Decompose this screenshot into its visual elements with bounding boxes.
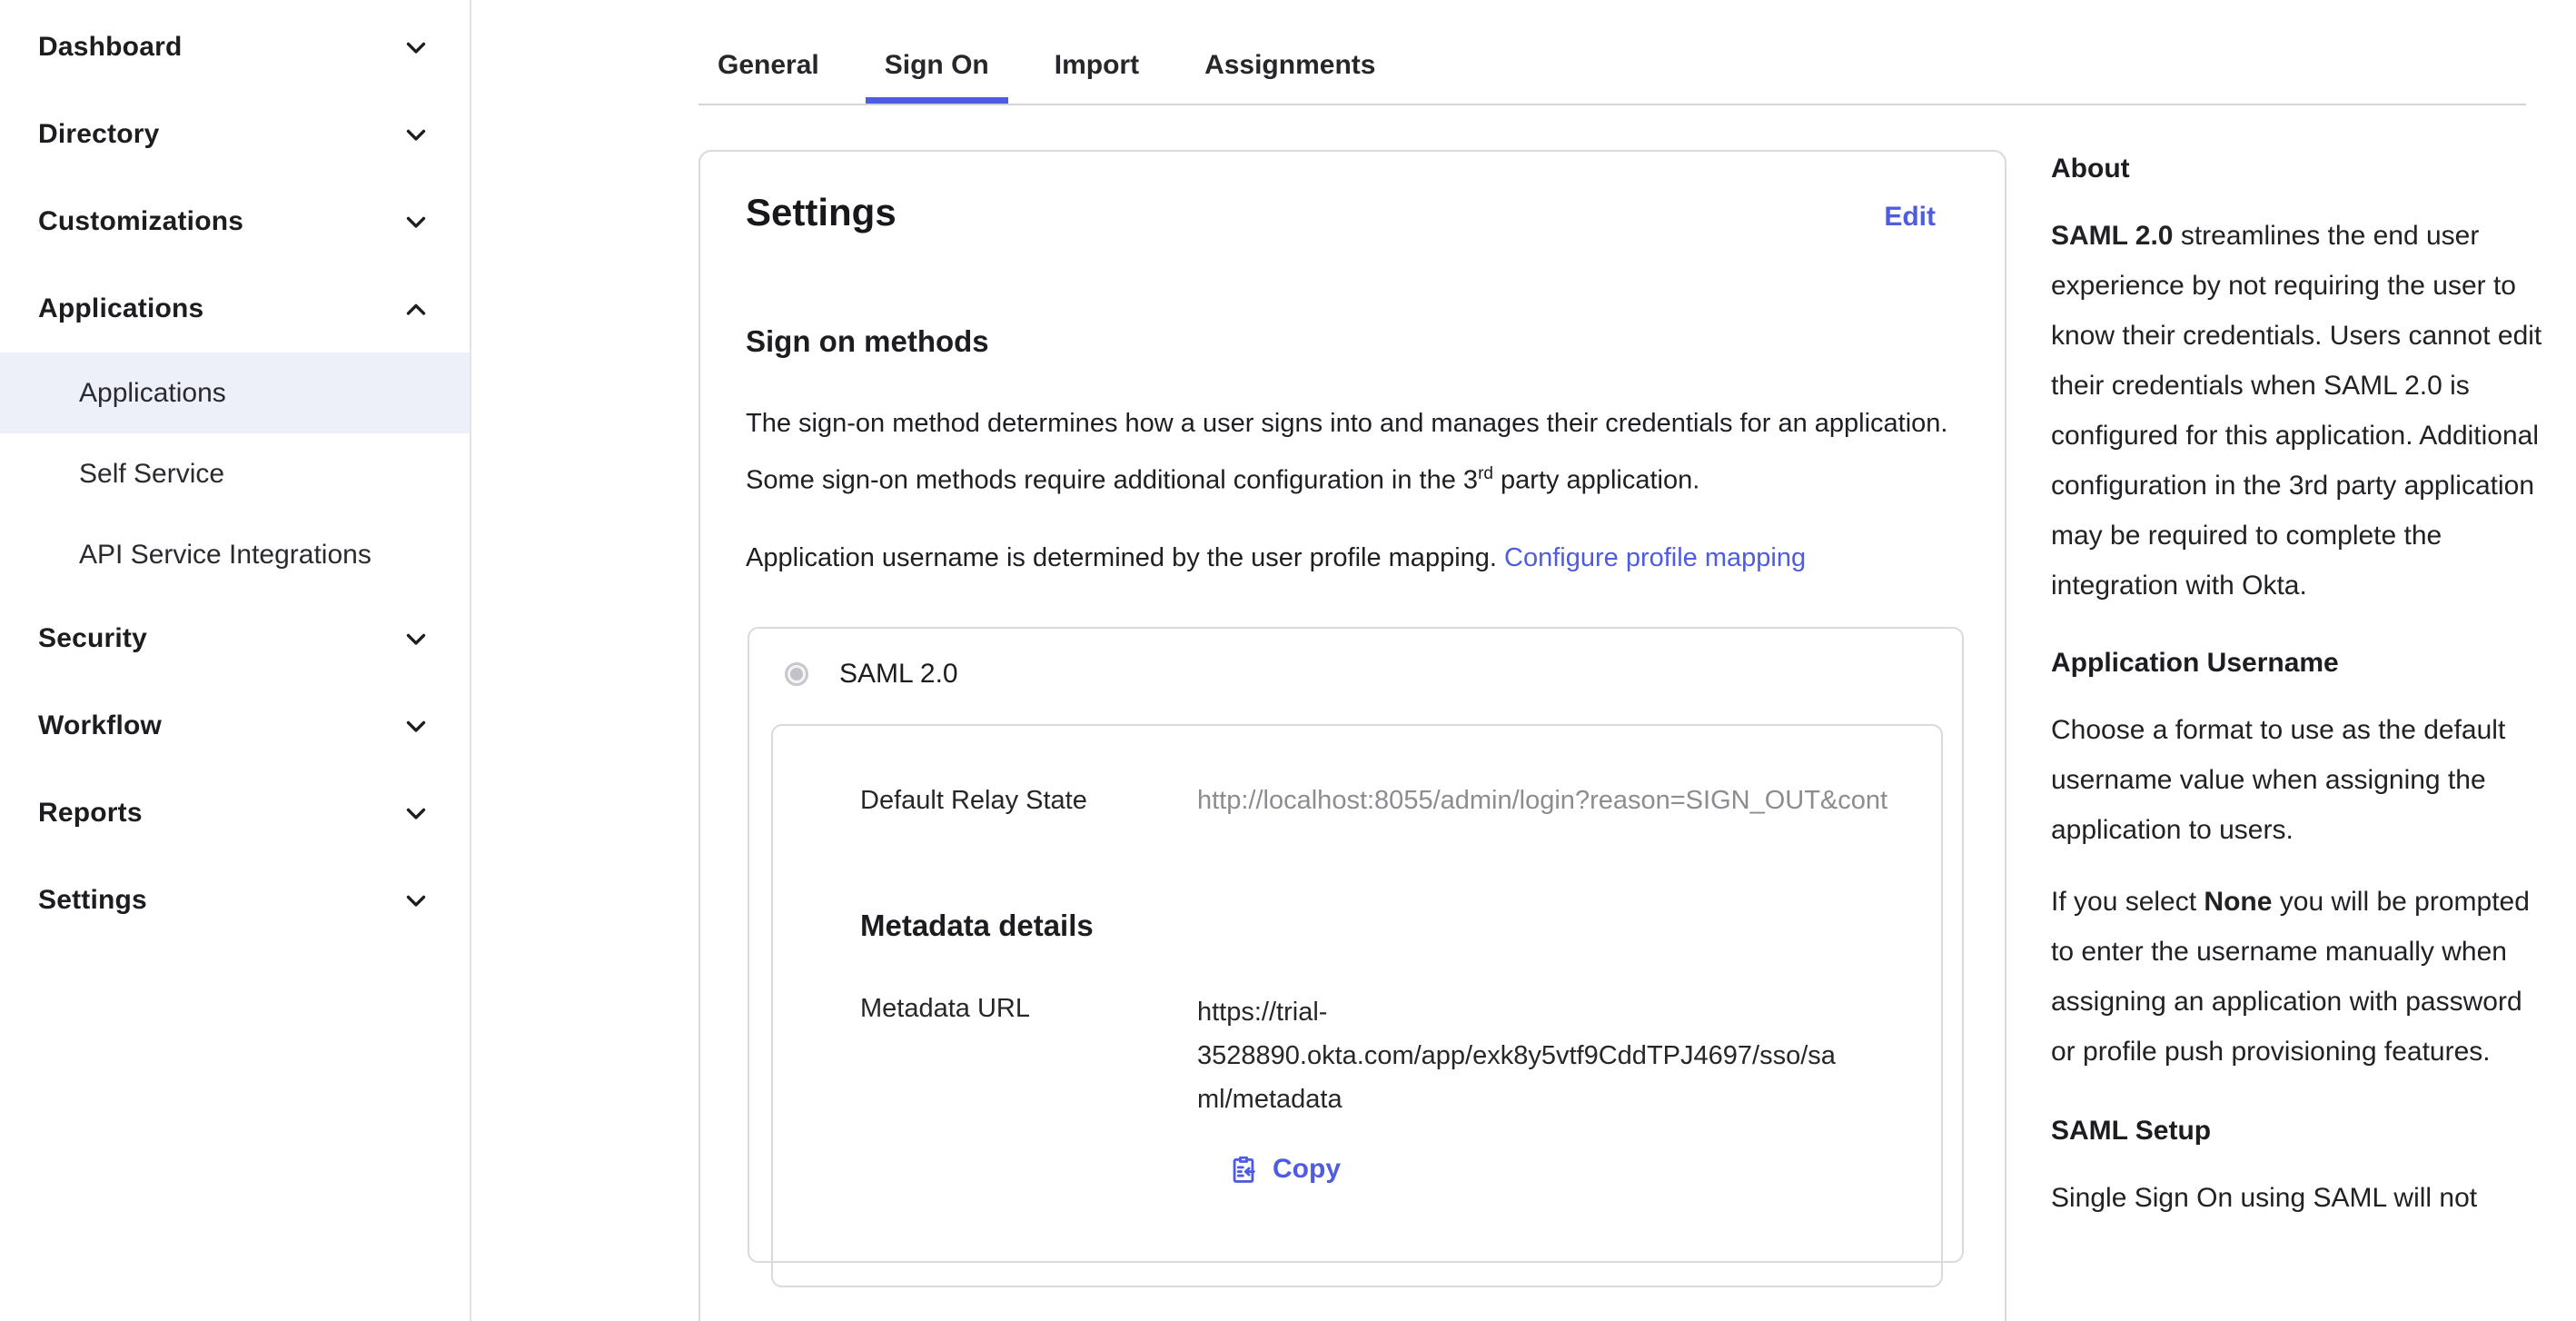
description-text-tail: party application. xyxy=(1492,465,1700,495)
sidebar-item-applications[interactable] xyxy=(0,265,470,353)
sidebar-subitem-self-service[interactable] xyxy=(0,433,470,514)
username-p2-text: If you select xyxy=(2051,887,2204,917)
ordinal-superscript: rd xyxy=(1478,464,1493,483)
sidebar-item-workflow[interactable] xyxy=(0,682,470,770)
saml-setup-heading: SAML Setup xyxy=(2051,1116,2212,1146)
application-username-heading: Application Username xyxy=(2051,648,2339,678)
chevron-down-icon xyxy=(401,623,431,654)
chevron-up-icon xyxy=(401,293,431,324)
tab-assignments[interactable] xyxy=(1204,27,1375,104)
chevron-down-icon xyxy=(401,119,431,150)
sidebar-item-reports[interactable] xyxy=(0,770,470,857)
saml-method-card xyxy=(748,627,1964,1263)
sidebar-subitem-applications[interactable] xyxy=(0,353,470,433)
app-tab-bar xyxy=(698,0,2526,105)
chevron-down-icon xyxy=(401,710,431,741)
saml-radio-label: SAML 2.0 xyxy=(839,658,958,689)
chevron-down-icon xyxy=(401,32,431,63)
chevron-down-icon xyxy=(401,885,431,916)
tab-sign-on[interactable] xyxy=(885,27,989,104)
default-relay-state-row xyxy=(860,782,1909,819)
default-relay-state-label: Default Relay State xyxy=(860,785,1087,815)
tab-import[interactable] xyxy=(1055,27,1139,104)
copy-button-label: Copy xyxy=(1273,1153,1341,1184)
chevron-down-icon xyxy=(401,798,431,829)
sidebar-subitem-label: Applications xyxy=(79,377,226,408)
left-nav-sidebar xyxy=(0,0,471,1321)
sidebar-item-label: Dashboard xyxy=(38,32,183,62)
settings-panel-header xyxy=(746,190,1936,235)
sidebar-item-label: Directory xyxy=(38,119,160,149)
copy-clipboard-icon xyxy=(1228,1154,1259,1185)
sign-on-methods-heading: Sign on methods xyxy=(746,324,989,358)
tab-general[interactable] xyxy=(718,27,819,104)
tab-label: Assignments xyxy=(1204,50,1376,80)
tab-label: General xyxy=(718,50,819,80)
sidebar-item-customizations[interactable] xyxy=(0,178,470,265)
application-username-paragraph-1: Choose a format to use as the default username value when assigning the application to users. xyxy=(2051,715,2506,845)
about-heading: About xyxy=(2051,154,2130,184)
help-sidebar xyxy=(2051,138,2546,1223)
sidebar-item-label: Workflow xyxy=(38,710,163,740)
metadata-url-row xyxy=(860,990,1909,1121)
metadata-url-line: ml/metadata xyxy=(1197,1084,1342,1114)
edit-link[interactable]: Edit xyxy=(1884,202,1936,232)
tab-label: Sign On xyxy=(884,50,989,80)
application-username-paragraph-2 xyxy=(2051,877,2546,1077)
sidebar-item-dashboard[interactable] xyxy=(0,4,470,91)
settings-panel xyxy=(698,150,2006,1321)
about-bold-text: SAML 2.0 xyxy=(2051,221,2174,251)
configure-profile-mapping-link[interactable]: Configure profile mapping xyxy=(1504,542,1807,572)
sidebar-item-label: Customizations xyxy=(38,206,244,236)
sidebar-item-label: Settings xyxy=(38,885,147,915)
sidebar-item-settings[interactable] xyxy=(0,857,470,944)
saml-setup-paragraph: Single Sign On using SAML will not xyxy=(2051,1183,2478,1213)
sidebar-item-directory[interactable] xyxy=(0,91,470,178)
panel-title: Settings xyxy=(746,191,897,233)
metadata-url-label: Metadata URL xyxy=(860,993,1030,1023)
sidebar-subitem-label: API Service Integrations xyxy=(79,539,372,570)
about-paragraph xyxy=(2051,211,2546,611)
active-tab-underline xyxy=(866,97,1008,104)
sign-on-methods-description xyxy=(746,399,1972,506)
none-bold-text: None xyxy=(2204,887,2273,917)
sidebar-item-security[interactable] xyxy=(0,595,470,682)
username-p2-text-tail: you will be prompted to enter the username manually when assigning an application with password or profile push provisioning features. xyxy=(2051,887,2530,1067)
saml-radio-button[interactable] xyxy=(785,662,808,686)
chevron-down-icon xyxy=(401,206,431,237)
saml-radio-row xyxy=(749,629,1962,719)
about-text: streamlines the end user experience by not requiring the user to know their credentials. Users cannot edit their credentials when SAML 2.0 is configured for this application. Additional configuration in the 3rd party application may be required to complete the integration with Okta. xyxy=(2051,221,2542,601)
metadata-url-value xyxy=(1197,990,1836,1121)
sidebar-item-label: Security xyxy=(38,623,147,653)
sidebar-item-label: Applications xyxy=(38,293,204,323)
sidebar-item-label: Reports xyxy=(38,798,143,828)
sidebar-subitem-label: Self Service xyxy=(79,458,225,489)
metadata-url-line: 3528890.okta.com/app/exk8y5vtf9CddTPJ4697/sso/sa xyxy=(1197,1040,1836,1070)
saml-settings-card xyxy=(771,724,1943,1287)
copy-button[interactable] xyxy=(1228,1154,1341,1185)
metadata-url-line: https://trial- xyxy=(1197,997,1328,1027)
tab-label: Import xyxy=(1054,50,1140,80)
username-description-text: Application username is determined by the user profile mapping. xyxy=(746,542,1505,572)
description-text: The sign-on method determines how a user signs into and manages their credentials for an application. Some sign-on methods require additional configuration in the 3 xyxy=(746,409,1948,495)
metadata-details-heading: Metadata details xyxy=(860,908,1094,942)
sidebar-subitem-api-service-integrations[interactable] xyxy=(0,514,470,595)
default-relay-state-value: http://localhost:8055/admin/login?reason=SIGN_OUT&cont xyxy=(1197,785,1888,815)
application-username-description xyxy=(746,533,1972,583)
